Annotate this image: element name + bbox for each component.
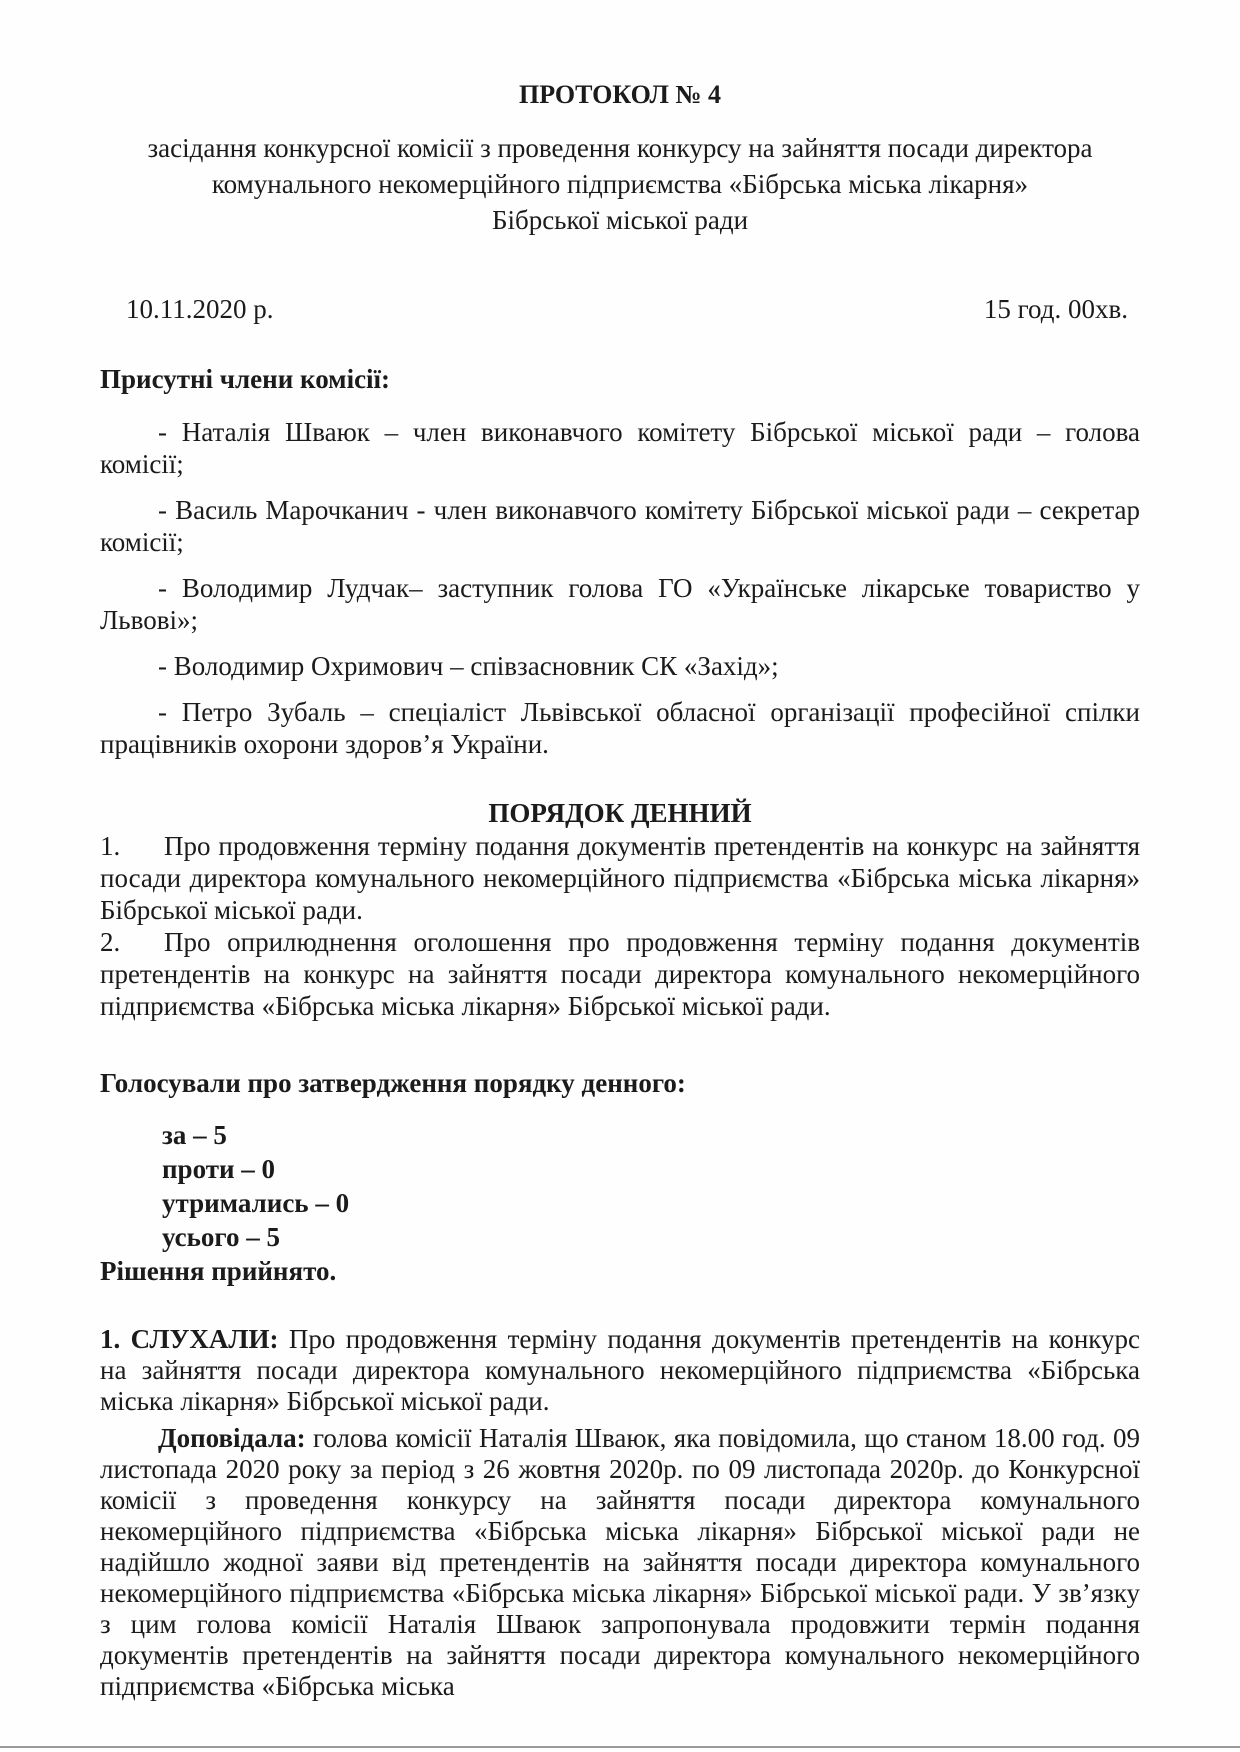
agenda-item-text: Про оприлюднення оголошення про продовження терміну подання документів претендентів на конкурс на зайняття посади директора комунального некомерційного підприємства «Бібрська міська лікарня» Бібрської міської ради. <box>100 927 1140 1021</box>
member-item: - Володимир Лудчак– заступник голова ГО «Українське лікарське товариство у Львові»; <box>100 573 1140 635</box>
report-label: Доповідала: <box>158 1423 306 1453</box>
member-item: - Наталія Шваюк – член виконавчого комітету Бібрської міської ради – голова комісії; <box>100 417 1140 479</box>
document-subtitle <box>100 130 1140 238</box>
agenda-item-number: 1. <box>100 831 121 861</box>
date-time-row <box>100 292 1140 326</box>
heard-label: 1. СЛУХАЛИ: <box>100 1324 279 1354</box>
subtitle-line: комунального некомерційного підприємства «Бібрська міська лікарня» <box>211 169 1029 199</box>
agenda-list <box>100 830 1140 1022</box>
agenda-heading: ПОРЯДОК ДЕННИЙ <box>488 798 752 828</box>
document-body <box>100 78 1140 1702</box>
meeting-time: 15 год. 00хв. <box>983 294 1128 324</box>
document-title: ПРОТОКОЛ № 4 <box>518 80 722 109</box>
decision-text: Рішення прийнято. <box>100 1256 337 1286</box>
agenda-item-number: 2. <box>100 927 121 957</box>
member-item: - Володимир Охримович – співзасновник СК «Захід»; <box>158 651 779 681</box>
members-heading: Присутні члени комісії: <box>100 364 391 394</box>
member-item: - Василь Марочканич - член виконавчого комітету Бібрської міської ради – секретар комісії; <box>100 495 1140 557</box>
vote-heading: Голосували про затвердження порядку денного: <box>100 1068 686 1098</box>
heard-text: Про продовження терміну подання документів претендентів на конкурс на зайняття посади директора комунального некомерційного підприємства «Бібрська міська лікарня» Бібрської міської ради. <box>100 1324 1140 1416</box>
member-item: - Петро Зубаль – спеціаліст Львівської обласної організації професійної спілки працівників охорони здоров’я України. <box>100 697 1140 759</box>
report-text: голова комісії Наталія Шваюк, яка повідомила, що станом 18.00 год. 09 листопада 2020 року за період з 26 жовтня 2020р. по 09 листопада 2020р. до Конкурсної комісії з проведення конкурсу на зайняття посади директора комунального некомерційного підприємства «Бібрська міська лікарня» Бібрської міської ради не надійшло жодної заяви від претендентів на зайняття посади директора комунального некомерційного підприємства «Бібрська міська лікарня» Бібрської міської ради. У зв’язку з цим голова комісії Наталія Шваюк запропонувала продовжити термін подання документів претендентів на зайняття посади директора комунального некомерційного підприємства «Бібрська міська <box>100 1423 1140 1701</box>
members-list <box>100 416 1140 760</box>
vote-abstained: утримались – 0 <box>162 1188 350 1218</box>
meeting-date: 10.11.2020 р. <box>126 294 274 324</box>
vote-results <box>100 1118 1140 1254</box>
agenda-item <box>100 830 1140 926</box>
vote-total: усього – 5 <box>162 1222 281 1252</box>
agenda-item <box>100 926 1140 1022</box>
agenda-item-text: Про продовження терміну подання документів претендентів на конкурс на зайняття посади директора комунального некомерційного підприємства «Бібрська міська лікарня» Бібрської міської ради. <box>100 831 1140 925</box>
vote-against: проти – 0 <box>162 1154 276 1184</box>
heard-paragraph <box>100 1324 1140 1417</box>
vote-for: за – 5 <box>162 1120 227 1150</box>
subtitle-line: Бібрської міської ради <box>491 205 749 235</box>
subtitle-line: засідання конкурсної комісії з проведення конкурсу на зайняття посади директора <box>147 133 1093 163</box>
page-bottom-rule <box>0 1746 1240 1748</box>
report-paragraph <box>100 1423 1140 1702</box>
